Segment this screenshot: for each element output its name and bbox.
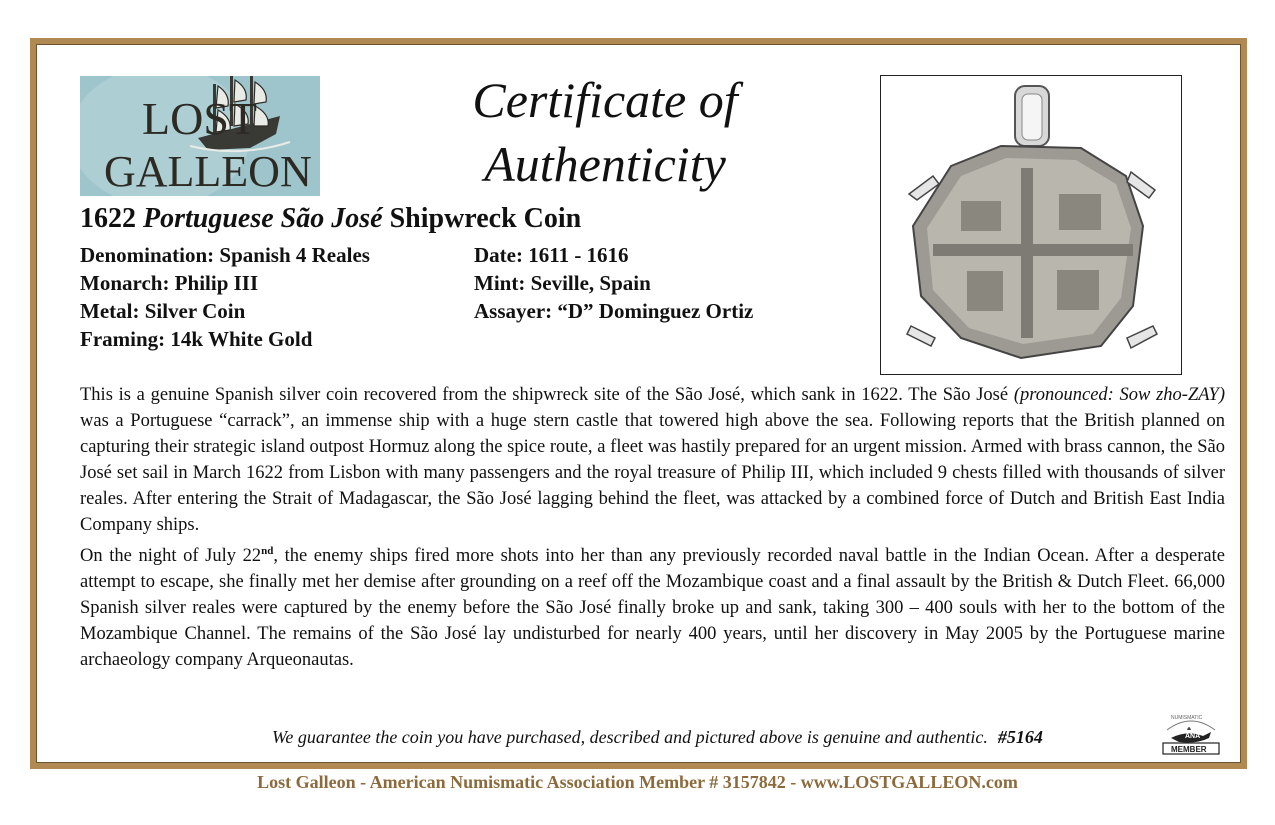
logo-line1: LOST xyxy=(142,93,257,144)
ship-icon xyxy=(80,76,320,196)
spec-mint: Mint: Seville, Spain xyxy=(474,271,651,295)
coin-heading-suffix: Shipwreck Coin xyxy=(389,203,582,234)
history-paragraph-2: On the night of July 22nd, the enemy ships fired more shots into her than any previously recorded naval battle in the Indian Ocean. After a desperate attempt to escape, she finally met her demise after grounding on a reef off the Mozambique coast and a final assault by the British & Dutch Fleet. 66,000 Spanish silver reales were captured by the enemy before the São José finally broke up and sank, taking 300 – 400 souls with her to the bottom of the Mozambique Channel. The remains of the São José lay undisturbed for nearly 400 years, until her discovery in May 2005 by the Portuguese marine archaeology company Arqueonautas. xyxy=(80,545,1225,671)
logo-line2: GALLEON xyxy=(104,147,312,196)
title-line1: Certificate of xyxy=(472,72,738,128)
ana-member-badge xyxy=(1157,708,1223,756)
spec-denomination: Denomination: Spanish 4 Reales xyxy=(80,243,370,267)
pronunciation: (pronounced: Sow zho-ZAY) xyxy=(1013,385,1225,405)
specs-left xyxy=(80,241,370,353)
certificate-title xyxy=(430,68,780,196)
history-text xyxy=(80,382,1225,673)
guarantee-text: We guarantee the coin you have purchased, described and pictured above is genuine and authentic. xyxy=(272,727,988,747)
coin-image xyxy=(880,75,1182,375)
certificate-number: #5164 xyxy=(997,727,1043,747)
svg-text:NUMISMATIC: NUMISMATIC xyxy=(1171,715,1203,721)
title-line2: Authenticity xyxy=(484,136,726,192)
spec-assayer: Assayer: “D” Dominguez Ortiz xyxy=(474,299,754,323)
svg-text:MEMBER: MEMBER xyxy=(1171,745,1207,754)
ana-lamp-icon xyxy=(1157,708,1223,756)
guarantee-statement xyxy=(272,727,1043,748)
history-paragraph-1: This is a genuine Spanish silver coin recovered from the shipwreck site of the São José, which sank in 1622. The São José (pronounced: Sow zho-ZAY) was a Portuguese “carrack”, an immense ship with a huge stern castle that towered high above the sea. Following reports that the British planned on capturing their strategic island outpost Hormuz along the spice route, a fleet was hastily prepared for an urgent mission. Armed with brass cannon, the São José set sail in March 1622 from Lisbon with many passengers and the royal treasure of Philip III, which included 9 chests filled with thousands of silver reales. After entering the Strait of Madagascar, the São José lagging behind the fleet, was attacked by a combined force of Dutch and British East India Company ships. xyxy=(80,385,1225,535)
coin-pendant-icon xyxy=(881,76,1181,374)
spec-date: Date: 1611 - 1616 xyxy=(474,243,629,267)
coin-heading xyxy=(80,203,581,235)
lost-galleon-logo xyxy=(80,76,320,196)
footer-text: Lost Galleon - American Numismatic Association Member # 3157842 - www.LOSTGALLEON.com xyxy=(257,772,1018,792)
spec-framing: Framing: 14k White Gold xyxy=(80,327,313,351)
svg-text:ANA: ANA xyxy=(1185,733,1201,740)
coin-year: 1622 xyxy=(80,203,136,234)
spec-metal: Metal: Silver Coin xyxy=(80,299,246,323)
spec-monarch: Monarch: Philip III xyxy=(80,271,259,295)
coin-name: Portuguese São José xyxy=(143,203,383,234)
specs-right xyxy=(474,241,753,325)
